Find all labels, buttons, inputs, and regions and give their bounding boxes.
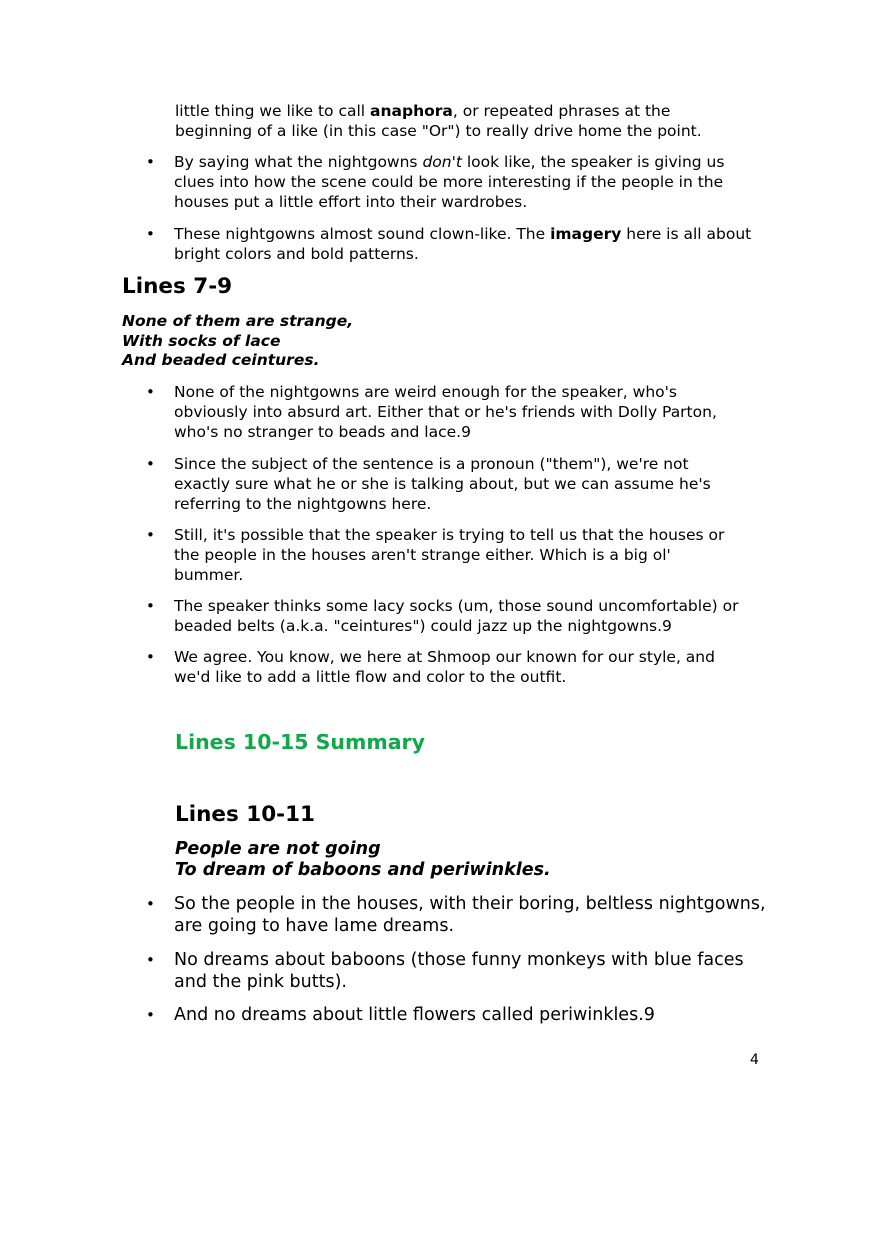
bullet-icon: •	[146, 383, 155, 401]
bullet-icon: •	[146, 526, 155, 544]
quote-line: And beaded ceintures.	[122, 351, 320, 369]
summary-heading: Lines 10-15 Summary	[175, 730, 426, 754]
intro-line-1: little thing we like to call anaphora, or repeated phrases at the	[175, 102, 671, 120]
bullet-icon: •	[146, 225, 155, 243]
bullet-icon: •	[146, 951, 155, 969]
bullet-icon: •	[146, 648, 155, 666]
bullet-icon: •	[146, 1006, 155, 1024]
bullet-icon: •	[146, 895, 155, 913]
quote-line: With socks of lace	[122, 331, 281, 350]
quote-line: People are not going	[175, 839, 381, 859]
bullet-icon: •	[146, 455, 155, 473]
intro-continuation	[175, 101, 775, 141]
quote-line: None of them are strange,	[122, 312, 354, 330]
section-heading-lines-10-11: Lines 10-11	[175, 802, 316, 827]
poem-quote-7-9	[122, 312, 522, 371]
bullet-icon: •	[146, 597, 155, 615]
page-number: 4	[750, 1052, 759, 1068]
anaphora-term: anaphora	[370, 102, 453, 120]
poem-quote-10-11	[175, 839, 675, 881]
quote-line: To dream of baboons and periwinkles.	[175, 860, 551, 880]
imagery-term: imagery	[550, 225, 622, 243]
emphasis-dont: don't	[422, 153, 462, 171]
document-page: little thing we like to call anaphora, or repeated phrases at the beginning of a like (in this case "Or") to really drive home the point. • By saying what the nightgowns don't look like, the speaker is giving us clues into how the scene could be more interesting if the people in the houses put a little effort into their wardrobes. • These nightgowns almost sound clown-like. The imagery here is all about bright colors and bold patterns. Lines 7-9 None of them are strange, With socks of lace And beaded ceintures. • None of the nightgowns are weird enough for the speaker, who's obviously into absurd art. Either that or he's friends with Dolly Parton, who's no stranger to beads and lace.9 • Since the subject of the sentence is a pronoun ("them"), we're not exactly sure what he or she is talking about, but we can assume he's referring to the nightgowns here. • Still, it's possible that the speaker is trying to tell us that the houses or the people in the houses aren't strange either. Which is a big ol' bummer. • The speaker thinks some lacy socks (um, those sound uncomfortable) or beaded belts (a.k.a. "ceintures") could jazz up the nightgowns.9 • We agree. You know, we here at Shmoop our known for our style, and we'd like to add a little flow and color to the outfit. Lines 10-15 Summary Lines 10-11 People are not going To dream of baboons and periwinkles. • So the people in the houses, with their boring, beltless nightgowns, are going to have lame dreams. • No dreams about baboons (those funny monkeys with blue faces and the pink butts). • And no dreams about little flowers called periwinkles.9 4	[0, 0, 880, 1247]
section-heading-lines-7-9: Lines 7-9	[122, 274, 233, 299]
intro-line-2: beginning of a like (in this case "Or") to really drive home the point.	[175, 122, 702, 140]
bullet-icon: •	[146, 153, 155, 171]
